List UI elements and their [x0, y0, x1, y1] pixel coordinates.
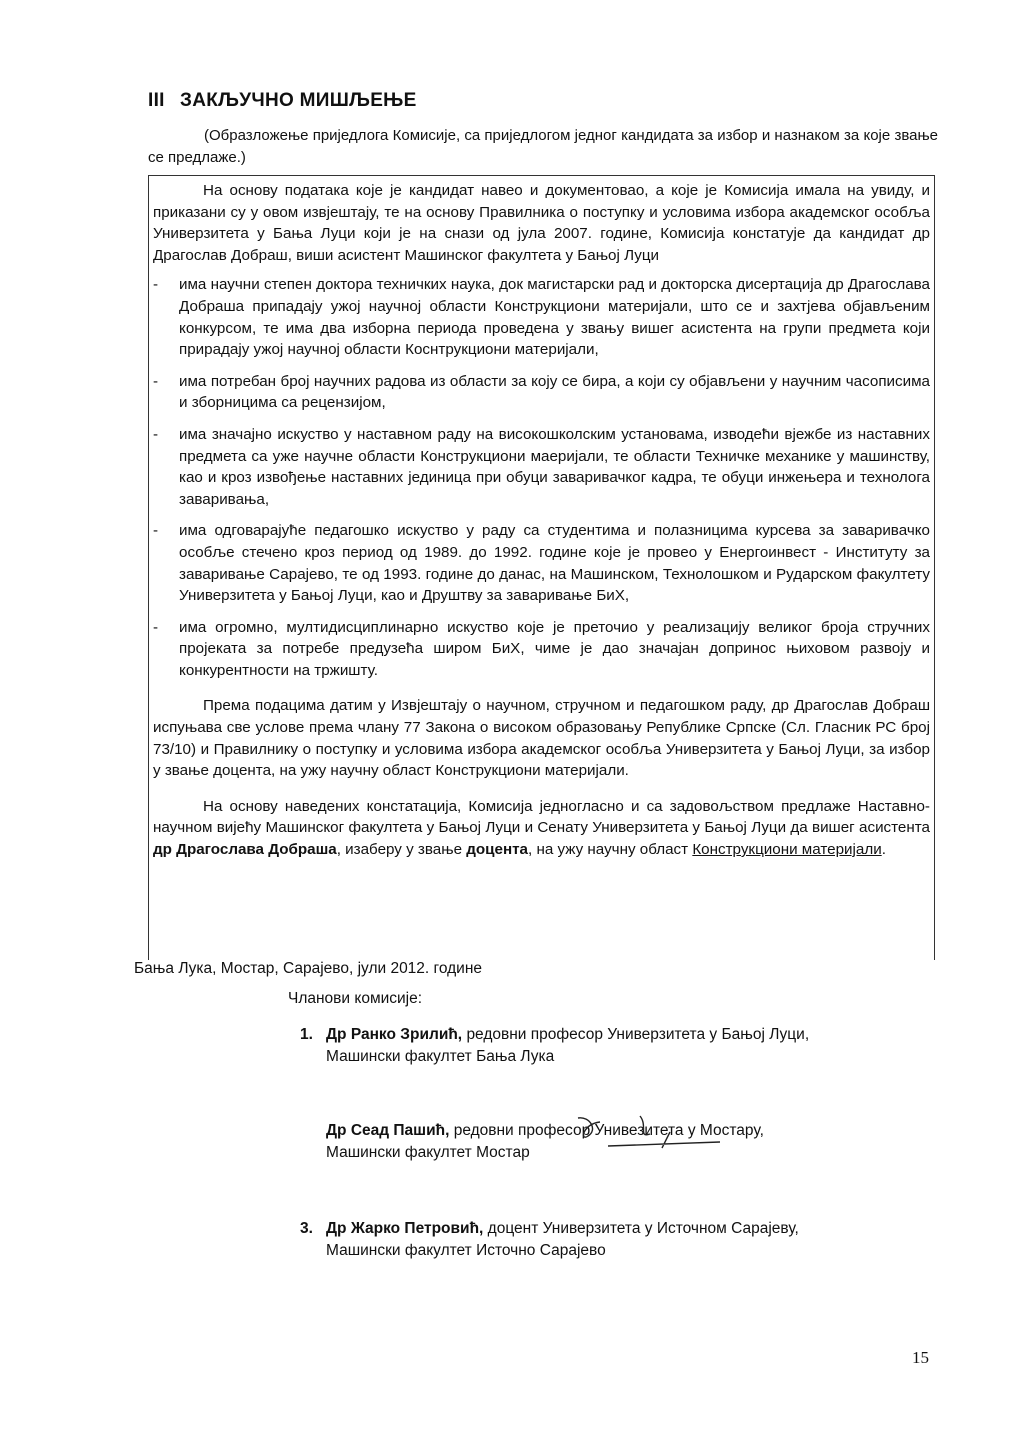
list-item-text: има огромно, мултидисциплинарно искуство које је преточио у реализацију великог броја стручних пројеката за потребе предузећа широм БиХ, чиме је дао значајан допринос њиховом развоју и конкурентности на тржишту. [179, 618, 930, 679]
member-name: Др Сеад Пашић, [326, 1122, 450, 1139]
list-item [153, 520, 930, 606]
members-label: Чланови комисије: [288, 990, 423, 1007]
section-heading [148, 90, 417, 112]
section-note-text: (Образложење приједлога Комисије, са приједлогом једног кандидата за избор и назнаком за које звање се предлаже.) [148, 127, 938, 166]
member-number: 3. [300, 1220, 313, 1237]
conclusion-paragraph [153, 695, 930, 781]
bullet-dash: - [153, 522, 159, 540]
member-name: Др Жарко Петровић, [326, 1220, 484, 1237]
section-note [148, 125, 938, 169]
committee-member [300, 1024, 809, 1068]
list-item-text: има одговарајуће педагошко искуство у раду са студентима и полазницима курсева за заваривачко особље стечено кроз период од 1989. до 1992. године које је провео у Енергоинвест - Институту за заваривање Сарајево, те од 1993. године до данас, на Машинском, Технолошком и Рударском факултету Универзитета у Бањој Луци, као и Друштву за заваривање БиХ, [179, 522, 930, 605]
proposal-text: На основу наведених констатација, Комисија једногласно и са задовољством предлаже Наставно-научном вијећу Машинског факултета у Бањој Луци и Сенату Универзитета у Бањој Луци да вишег асистента [153, 797, 930, 837]
list-item [153, 274, 930, 360]
place-date: Бања Лука, Мостар, Сарајево, јули 2012. године [134, 960, 483, 977]
page-number: 15 [912, 1348, 929, 1367]
bullet-dash: - [153, 372, 159, 390]
bullet-dash: - [153, 425, 159, 443]
member-title: редовни професор Унивезитета у Мостару, [453, 1122, 764, 1139]
candidate-name: др Драгослава Добраша [153, 841, 337, 859]
list-item-text: има значајно искуство у наставном раду на високошколским установама, изводећи вјежбе из наставних предмета са уже научне области Конструкциони маеријали, те области Техничке механике у машинству, као и кроз извођење наставних јединица при обуци заваривачког кадра, те обуци инжењера и технолога заваривања, [179, 425, 930, 508]
proposal-paragraph [153, 796, 930, 861]
proposal-text-mid2: , на ужу научну област [528, 841, 693, 859]
member-faculty: Машински факултет Источно Сарајево [326, 1242, 606, 1259]
section-number: III [148, 90, 165, 111]
list-item-text: има научни степен доктора техничких наука, док магистарски рад и докторска дисертација др Драгослава Добраша припадају ужој научној области Конструкциони материјали, што се и захтјева објављеним конкурсом, те има два изборна периода проведена у звању вишег асистента на групи предмета који прирадају ужој научној области Коснтрукциони материјали, [179, 276, 930, 359]
bullet-dash: - [153, 276, 159, 294]
list-item [153, 617, 930, 682]
signature-scribble [520, 1112, 720, 1152]
member-title: доцент Универзитета у Источном Сарајеву, [487, 1220, 799, 1237]
section-title: ЗАКЉУЧНО МИШЉЕЊЕ [180, 90, 417, 111]
member-faculty: Машински факултет Бања Лука [326, 1048, 555, 1065]
proposal-text-mid: , изаберу у звање [336, 841, 467, 859]
criteria-list [153, 274, 930, 681]
member-faculty: Машински факултет Мостар [326, 1144, 530, 1161]
proposed-rank: доцента [466, 841, 529, 859]
committee-member [300, 1218, 799, 1262]
intro-text: На основу података које је кандидат навео и документовао, а које је Комисија имала на увиду, и приказани су у овом извјештају, те на основу Правилника о поступку и условима избора академског особља Универзитета у Бања Луци који је на снази од јула 2007. године, Комисија констатује да кандидат др Драгослав Добраш, виши асистент Машинског факултета у Бањој Луци [153, 182, 930, 264]
list-item [153, 371, 930, 414]
conclusion-box [148, 175, 935, 960]
member-number: 1. [300, 1026, 313, 1043]
list-item-text: има потребан број научних радова из области за коју се бира, а који су објављени у научним часописима и зборницима са рецензијом, [179, 372, 930, 412]
member-title: редовни професор Универзитета у Бањој Луци, [466, 1026, 810, 1043]
scientific-area: Конструкциони материјали [692, 841, 882, 859]
intro-paragraph [153, 180, 930, 266]
list-item [153, 424, 930, 510]
proposal-text-end: . [881, 841, 886, 859]
conclusion-text: Према подацима датим у Извјештају о научном, стручном и педагошком раду, др Драгослав Добраш испуњава све услове према члану 77 Закона о високом образовању Републике Српске (Сл. Гласник РС број 73/10) и Правилнику о поступку и условима избора академског особља Универзитета у Бањој Луци, за избор у звање доцента, на ужу научну област Конструкциони материјали. [153, 697, 930, 780]
bullet-dash: - [153, 618, 159, 636]
member-name: Др Ранко Зрилић, [326, 1026, 463, 1043]
